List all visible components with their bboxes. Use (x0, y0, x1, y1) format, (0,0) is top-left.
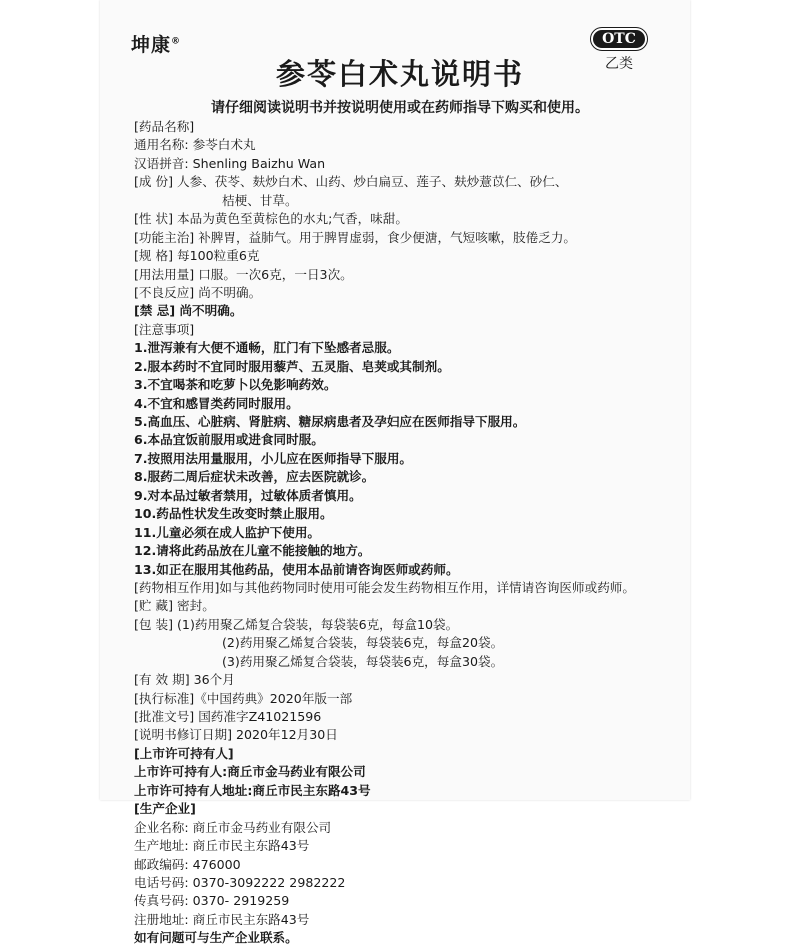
text-line: [性 状] 本品为黄色至黄棕色的水丸;气香，味甜。 (134, 211, 408, 227)
text-line: 1.泄泻兼有大便不通畅，肛门有下坠感者忌服。 (134, 340, 400, 356)
text-line: [生产企业] (134, 801, 196, 817)
document-title: 参苓白术丸说明书 (275, 57, 524, 91)
text-line: [不良反应] 尚不明确。 (134, 284, 262, 300)
otc-label: OTC (591, 28, 647, 50)
text-line: [注意事项] (134, 321, 195, 337)
text-line: 上市许可持有人:商丘市金马药业有限公司 (134, 764, 366, 780)
text-line: 生产地址: 商丘市民主东路43号 (134, 838, 310, 854)
text-line: 4.不宜和感冒类药同时服用。 (134, 395, 299, 411)
text-line: 3.不宜喝茶和吃萝卜以免影响药效。 (134, 377, 337, 393)
text-line: [规 格] 每100粒重6克 (134, 248, 260, 264)
text-line: 邮政编码: 476000 (134, 856, 241, 872)
text-line: 2.服本药时不宜同时服用藜芦、五灵脂、皂荚或其制剂。 (134, 358, 450, 374)
text-line: [功能主治] 补脾胃，益肺气。用于脾胃虚弱，食少便溏，气短咳嗽，肢倦乏力。 (134, 229, 577, 245)
text-line: 6.本品宜饭前服用或进食同时服。 (134, 432, 324, 448)
text-line: 7.按照用法用量服用，小儿应在医师指导下服用。 (134, 450, 413, 466)
text-line: 桔梗、甘草。 (222, 192, 298, 208)
text-line: 5.高血压、心脏病、肾脏病、糖尿病患者及孕妇应在医师指导下服用。 (134, 414, 526, 429)
text-line: 10.药品性状发生改变时禁止服用。 (134, 506, 333, 522)
brand-name: 坤康 (131, 34, 172, 56)
text-line: 通用名称: 参苓白术丸 (134, 137, 256, 153)
text-line: [执行标准]《中国药典》2020年版一部 (134, 690, 353, 706)
text-line: [包 装] (1)药用聚乙烯复合袋装，每袋装6克，每盒10袋。 (134, 616, 459, 632)
text-line: [成 份] 人参、茯苓、麸炒白术、山药、炒白扁豆、莲子、麸炒薏苡仁、砂仁、 (134, 174, 568, 190)
text-line: [批准文号] 国药准字Z41021596 (134, 709, 322, 724)
usage-notice: 请仔细阅读说明书并按说明使用或在药师指导下购买和使用。 (211, 100, 589, 116)
text-line: 注册地址: 商丘市民主东路43号 (134, 911, 310, 927)
text-line: 8.服药二周后症状未改善，应去医院就诊。 (134, 469, 375, 485)
text-line: [药品名称] (134, 119, 195, 134)
text-line: 12.请将此药品放在儿童不能接触的地方。 (134, 543, 371, 559)
text-line: 传真号码: 0370- 2919259 (134, 893, 290, 909)
text-line: [说明书修订日期] 2020年12月30日 (134, 727, 338, 743)
text-line: (3)药用聚乙烯复合袋装，每袋装6克，每盒30袋。 (222, 653, 504, 669)
leaflet-body (134, 118, 694, 948)
text-line: [上市许可持有人] (134, 745, 234, 761)
text-line: [药物相互作用]如与其他药物同时使用可能会发生药物相互作用，详情请咨询医师或药师。 (134, 579, 635, 595)
otc-class: 乙类 (605, 56, 633, 72)
text-line: 如有问题可与生产企业联系。 (134, 930, 298, 946)
text-line: [贮 藏] 密封。 (134, 598, 215, 614)
text-line: (2)药用聚乙烯复合袋装，每袋装6克，每盒20袋。 (222, 635, 504, 651)
text-line: 上市许可持有人地址:商丘市民主东路43号 (134, 782, 371, 798)
text-line: 13.如正在服用其他药品，使用本品前请咨询医师或药师。 (134, 561, 459, 577)
text-line: 11.儿童必须在成人监护下使用。 (134, 524, 321, 540)
text-line: [禁 忌] 尚不明确。 (134, 303, 243, 319)
text-line: 企业名称: 商丘市金马药业有限公司 (134, 819, 332, 835)
text-line: 汉语拼音: Shenling Baizhu Wan (134, 155, 326, 171)
text-line: 电话号码: 0370-3092222 2982222 (134, 874, 346, 890)
text-line: 9.对本品过敏者禁用，过敏体质者慎用。 (134, 487, 362, 503)
registered-mark: ® (171, 36, 182, 47)
text-line: [用法用量] 口服。一次6克，一日3次。 (134, 266, 353, 282)
text-line: [有 效 期] 36个月 (134, 672, 235, 688)
